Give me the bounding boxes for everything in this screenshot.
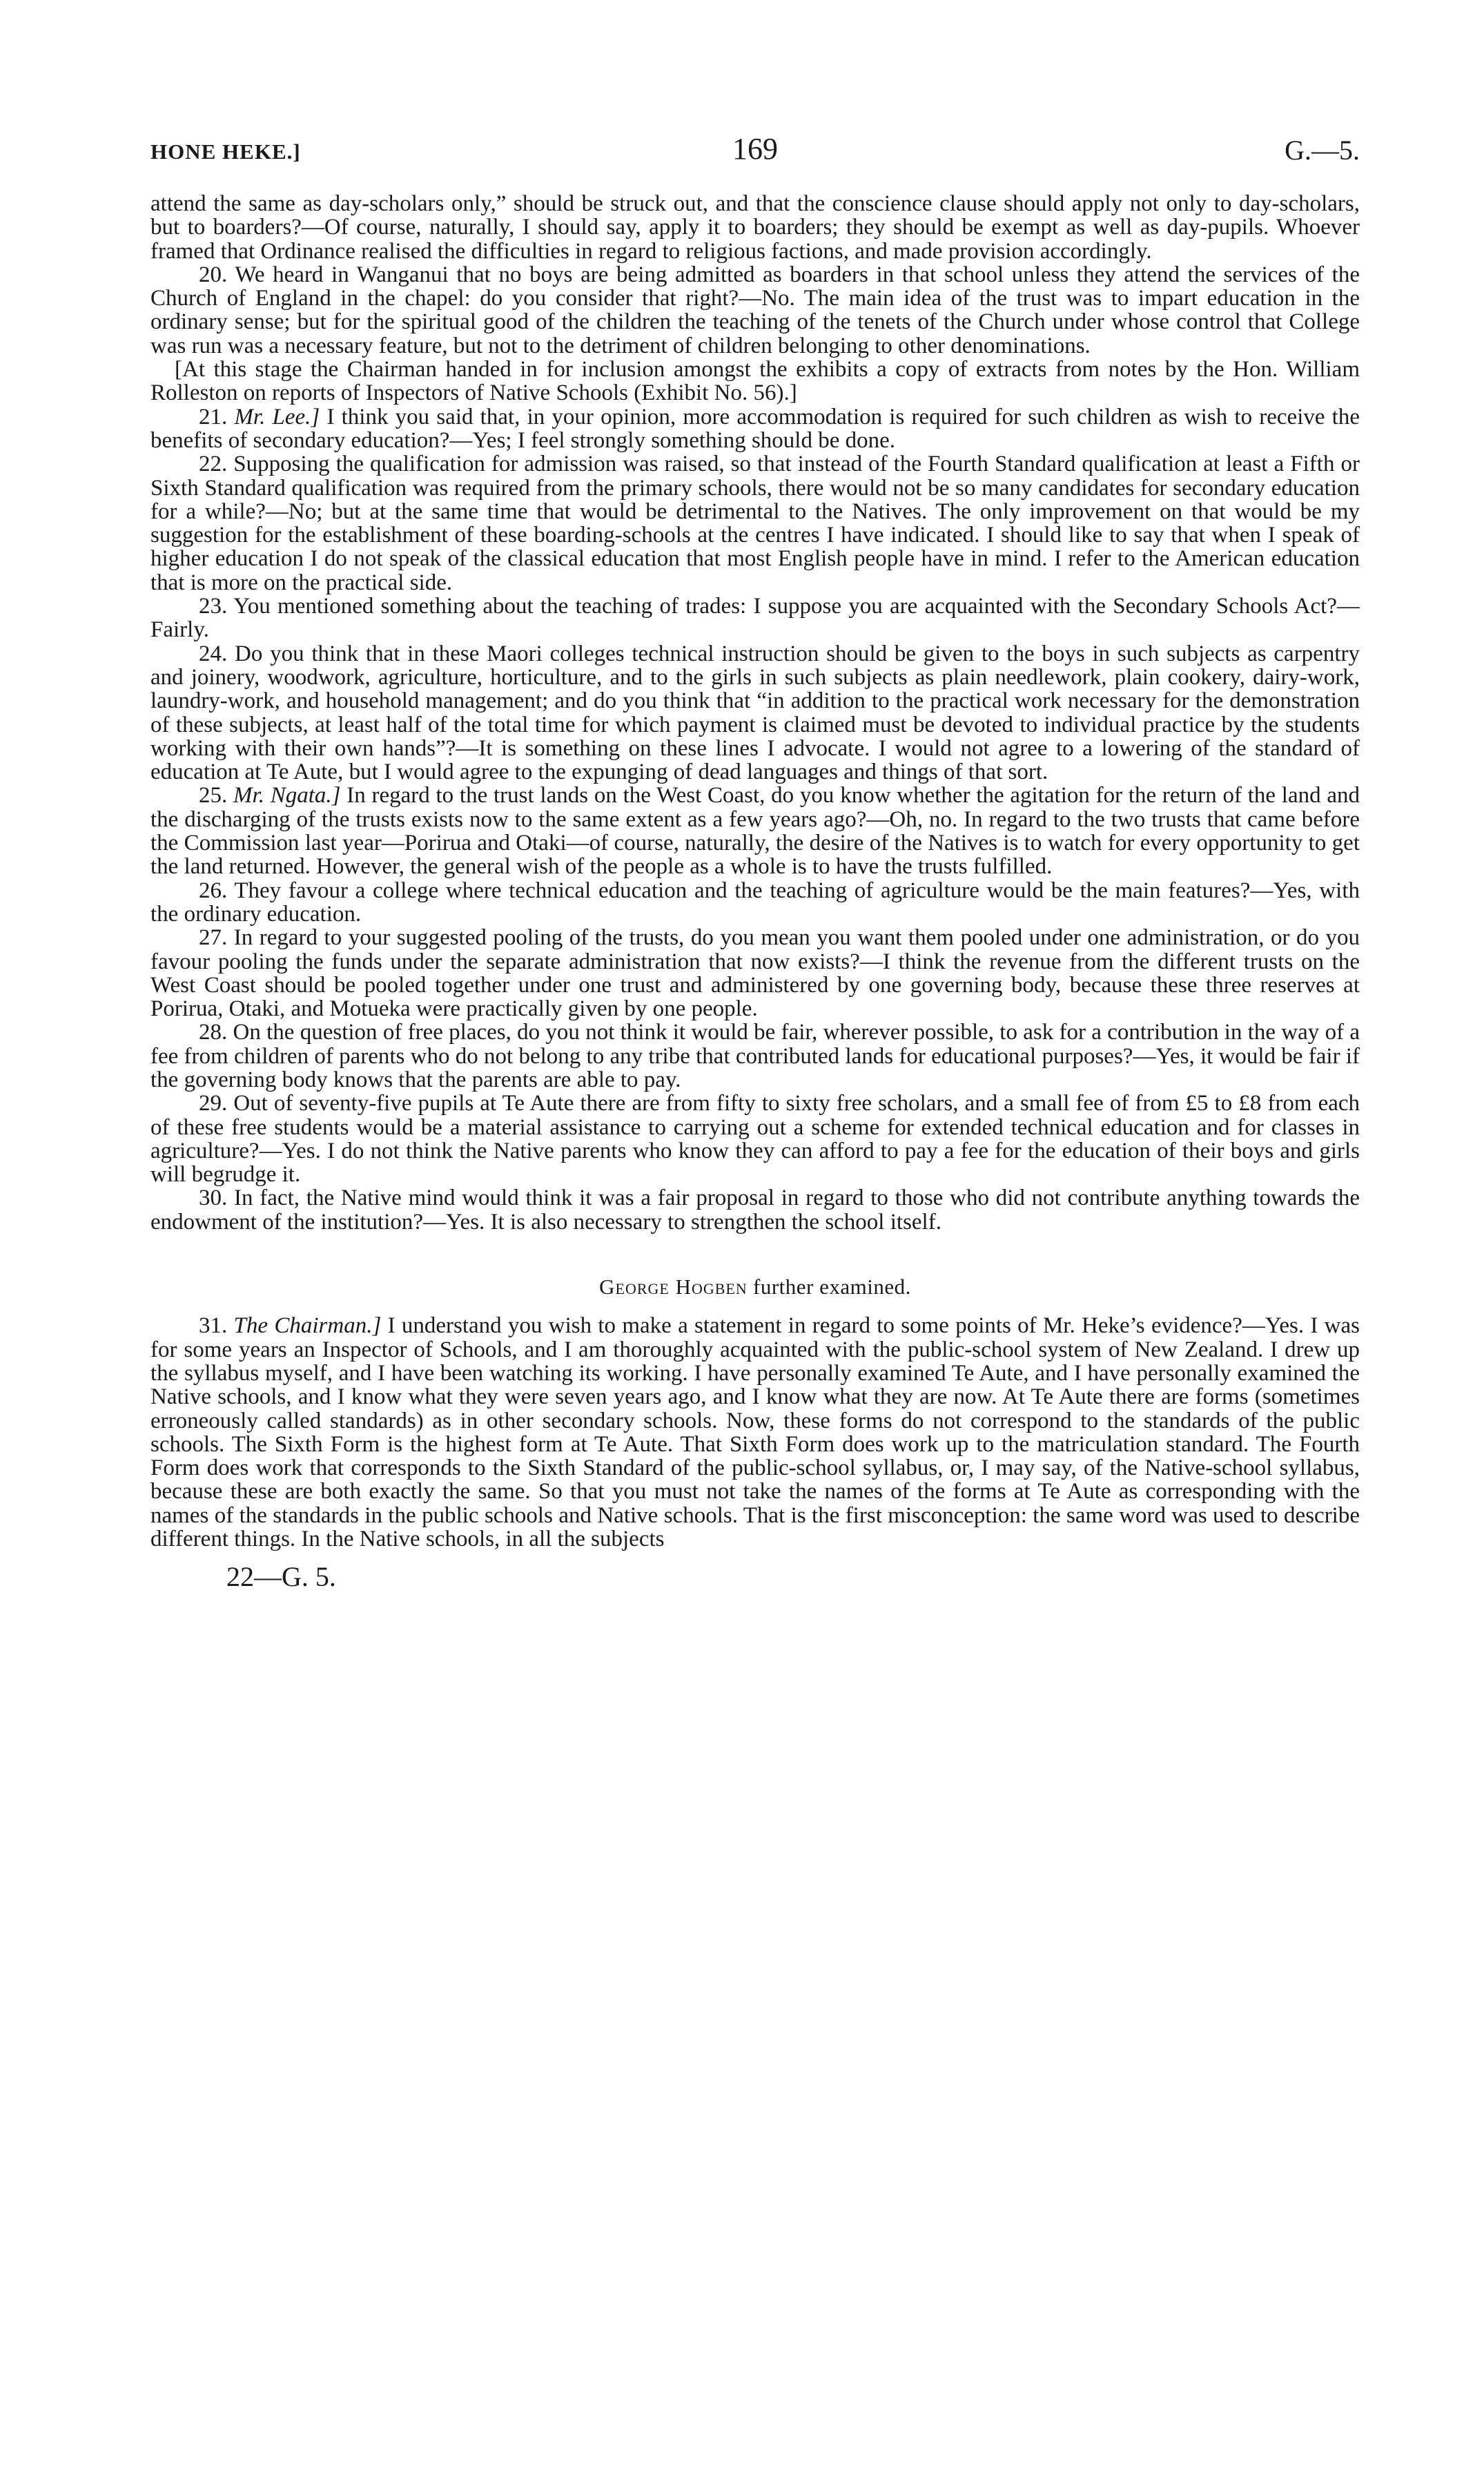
document-reference: G.—5. — [1285, 135, 1360, 166]
speaker-label: Mr. Lee.] — [234, 404, 320, 429]
question-number: 23. — [199, 594, 228, 619]
paragraph — [150, 192, 1360, 263]
question-number: 20. — [199, 262, 228, 287]
question-number: 30. — [199, 1186, 228, 1211]
paragraph-text: In regard to your suggested pooling of the trusts, do you mean you want them pooled under one administration, or do you favour pooling the funds under the separate administration that now exists?—I think the revenue from the different trusts on the West Coast should be pooled together under one trust and administered by one governing body, because these three reserves at Porirua, Otaki, and Motueka were practically given by one people. — [150, 925, 1360, 1022]
witness-name: George Hogben — [599, 1275, 748, 1299]
paragraph-text: On the question of free places, do you not think it would be fair, wherever possible, to ask for a contribution in the way of a fee from children of parents who do not belong to any tribe that contributed lands for educational purposes?—Yes, it would be fair if the governing body knows that the parents are able to pay. — [150, 1020, 1360, 1092]
paragraph-text: Supposing the qualification for admission was raised, so that instead of the Fourth Standard qualification at least a Fifth or Sixth Standard qualification was required from the primary schools, there would not be so many candidates for secondary education for a while?—No; but at the same time that would be detrimental to the Natives. The only improvement on that would be my suggestion for the establishment of these boarding-schools at the centres I have indicated. I should like to say that when I speak of higher education I do not speak of the classical education that most English people have in mind. I refer to the American education that is more on the practical side. — [150, 452, 1360, 595]
question-number: 26. — [199, 878, 228, 903]
testimony-block-2 — [150, 1314, 1360, 1551]
question-number: 25. — [199, 783, 228, 809]
question-number: 27. — [199, 925, 228, 951]
paragraph-text: I think you said that, in your opinion, more accommodation is required for such children as wish to receive the benefits of secondary education?—Yes; I feel strongly something should be done. — [150, 404, 1360, 453]
paragraph-text: In regard to the trust lands on the West Coast, do you know whether the agitation for the return of the land and the discharging of the trusts exists now to the same extent as a few years ago?—Oh, no. In regard to the two trusts that came before the Commission last year—Porirua and Otaki—of course, naturally, the desire of the Natives is to watch for every opportunity to get the land returned. However, the general wish of the people as a whole is to have the trusts fulfilled. — [150, 783, 1360, 880]
paragraph — [150, 642, 1360, 784]
paragraph — [150, 452, 1360, 594]
paragraph-text: You mentioned something about the teaching of trades: I suppose you are acquainted with the Secondary Schools Act?—Fairly. — [150, 594, 1360, 643]
witness-heading-rest: further examined. — [753, 1275, 911, 1299]
speaker-label: The Chairman.] — [233, 1313, 382, 1339]
question-number: 21. — [199, 404, 228, 429]
paragraph-text: [At this stage the Chairman handed in for inclusion amongst the exhibits a copy of extracts from notes by the Hon. William Rolleston on reports of Inspectors of Native Schools (Exhibit No. 56).] — [150, 357, 1360, 406]
paragraph-text: Do you think that in these Maori colleges technical instruction should be given to the boys in such subjects as carpentry and joinery, woodwork, agriculture, horticulture, and to the girls in such subjects as plain needlework, plain cookery, dairy-work, laundry-work, and household management; and do you think that “in addition to the practical work necessary for the demonstration of these subjects, at least half of the total time for which payment is claimed must be devoted to individual practice by the students working with their own hands”?—It is something on these lines I advocate. I would not agree to a lowering of the standard of education at Te Aute, but I would agree to the expunging of dead languages and things of that sort. — [150, 641, 1360, 785]
paragraph-text: They favour a college where technical education and the teaching of agriculture would be the main features?—Yes, with the ordinary education. — [150, 878, 1360, 927]
paragraph — [150, 263, 1360, 358]
running-head-left: HONE HEKE.] — [150, 139, 301, 164]
question-number: 22. — [199, 452, 228, 477]
paragraph — [150, 1314, 1360, 1551]
paragraph — [150, 1092, 1360, 1186]
paragraph-text: In fact, the Native mind would think it was a fair proposal in regard to those who did not contribute anything towards the endowment of the institution?—Yes. It is also necessary to strengthen the school itself. — [150, 1186, 1360, 1235]
witness-heading — [150, 1275, 1360, 1299]
question-number: 29. — [199, 1091, 228, 1116]
paragraph — [150, 594, 1360, 642]
paragraph-text: We heard in Wanganui that no boys are being admitted as boarders in that school unless they attend the services of the Church of England in the chapel: do you consider that right?—No. The main idea of the trust was to impart education in the ordinary sense; but for the spiritual good of the children the teaching of the tenets of the Church under whose control that College was run was a necessary feature, but not to the detriment of children belonging to other denominations. — [150, 262, 1360, 358]
paragraph-text: Out of seventy-five pupils at Te Aute there are from fifty to sixty free scholars, and a small fee of from £5 to £8 from each of these free students would be a material assistance to carrying out a scheme for extended technical education and for classes in agriculture?—Yes. I do not think the Native parents who know they can afford to pay a fee for the education of their boys and girls will begrudge it. — [150, 1091, 1360, 1188]
paragraph-text: I understand you wish to make a statement in regard to some points of Mr. Heke’s evidence?—Yes. I was for some years an Inspector of Schools, and I am thoroughly acquainted with the public-school system of New Zealand. I drew up the syllabus myself, and I have been watching its working. I have personally examined Te Aute, and I have personally examined the Native schools, and I know what they were seven years ago, and I know what they are now. At Te Aute there are forms (sometimes erroneously called standards) as in other secondary schools. Now, these forms do not correspond to the standards of the public schools. The Sixth Form is the highest form at Te Aute. That Sixth Form does work up to the matriculation standard. The Fourth Form does work that corresponds to the Sixth Standard of the public-school syllabus, or, I may say, of the Native-school syllabus, because these are both exactly the same. So that you must not take the names of the forms at Te Aute as corresponding with the names of the standards in the public schools and Native schools. That is the first misconception: the same word was used to describe different things. In the Native schools, in all the subjects — [150, 1313, 1360, 1552]
document-body — [150, 192, 1360, 1551]
paragraph — [150, 879, 1360, 927]
testimony-block — [150, 192, 1360, 1234]
paragraph — [150, 1186, 1360, 1234]
paragraph — [150, 358, 1360, 405]
paragraph — [150, 784, 1360, 878]
paragraph-text: attend the same as day-scholars only,” should be struck out, and that the conscience clause should apply not only to day-scholars, but to boarders?—Of course, naturally, I should say, apply it to boarders; they should be exempt as well as day-pupils. Whoever framed that Ordinance realised the difficulties in regard to religious factions, and made provision accordingly. — [150, 191, 1360, 264]
document-page — [150, 131, 1360, 1593]
question-number: 24. — [199, 641, 228, 666]
paragraph — [150, 926, 1360, 1020]
paragraph — [150, 1020, 1360, 1092]
question-number: 31. — [199, 1313, 228, 1339]
question-number: 28. — [199, 1020, 228, 1045]
page-header — [150, 131, 1360, 180]
speaker-label: Mr. Ngata.] — [233, 783, 341, 809]
paragraph — [150, 405, 1360, 453]
page-number: 169 — [732, 132, 778, 166]
signature-mark: 22—G. 5. — [226, 1561, 336, 1593]
